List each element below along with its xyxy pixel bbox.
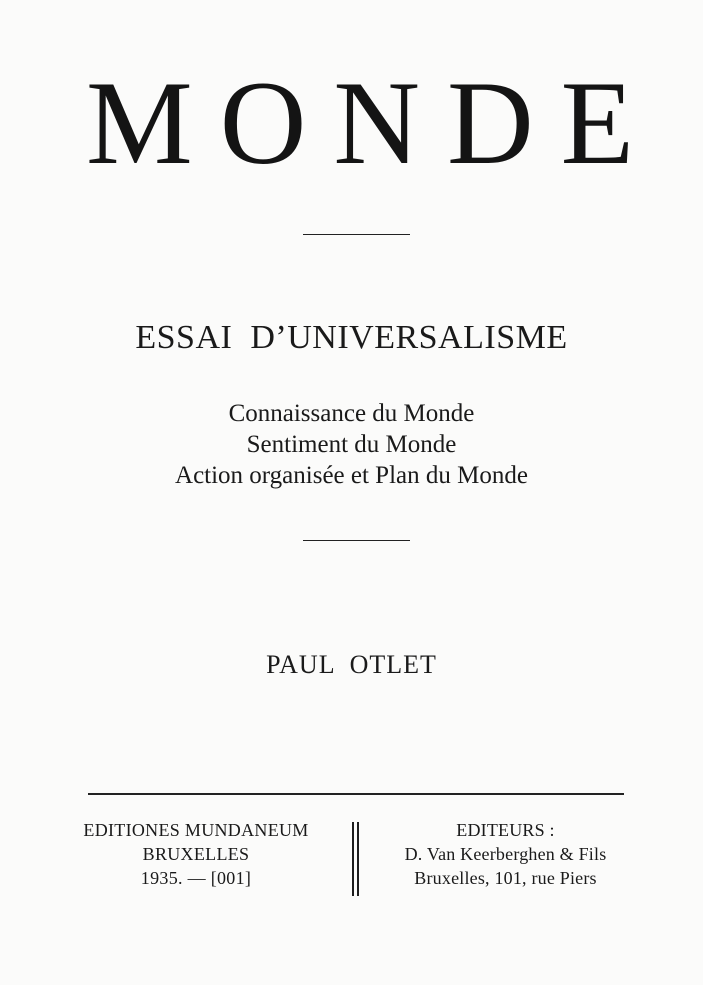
main-title bbox=[86, 58, 634, 188]
footer-rule bbox=[88, 793, 624, 795]
top-divider-rule bbox=[303, 234, 410, 235]
middle-divider-rule bbox=[303, 540, 410, 541]
publisher-right-name: D. Van Keerberghen & Fils bbox=[404, 844, 607, 864]
topic-line: Sentiment du Monde bbox=[246, 431, 457, 458]
title-letter: M bbox=[86, 56, 193, 189]
topics-list bbox=[0, 398, 703, 491]
vertical-divider bbox=[357, 822, 359, 896]
publisher-right-address: Bruxelles, 101, rue Piers bbox=[414, 868, 597, 888]
title-letter: O bbox=[219, 56, 307, 189]
vertical-divider bbox=[352, 822, 354, 896]
publisher-left bbox=[62, 818, 330, 890]
publisher-left-name: EDITIONES MUNDANEUM bbox=[83, 820, 309, 840]
topic-line: Action organisée et Plan du Monde bbox=[175, 462, 528, 489]
subtitle: ESSAI D’UNIVERSALISME bbox=[135, 319, 568, 356]
publisher-right bbox=[378, 818, 633, 890]
publisher-left-year: 1935. — [001] bbox=[140, 868, 252, 888]
publisher-right-heading: EDITEURS : bbox=[456, 820, 555, 840]
publisher-left-city: BRUXELLES bbox=[142, 844, 250, 864]
title-letter: E bbox=[560, 56, 634, 189]
title-letter: D bbox=[447, 56, 534, 189]
title-letter: N bbox=[333, 56, 421, 189]
author-name: PAUL OTLET bbox=[266, 650, 437, 679]
topic-line: Connaissance du Monde bbox=[228, 400, 475, 427]
